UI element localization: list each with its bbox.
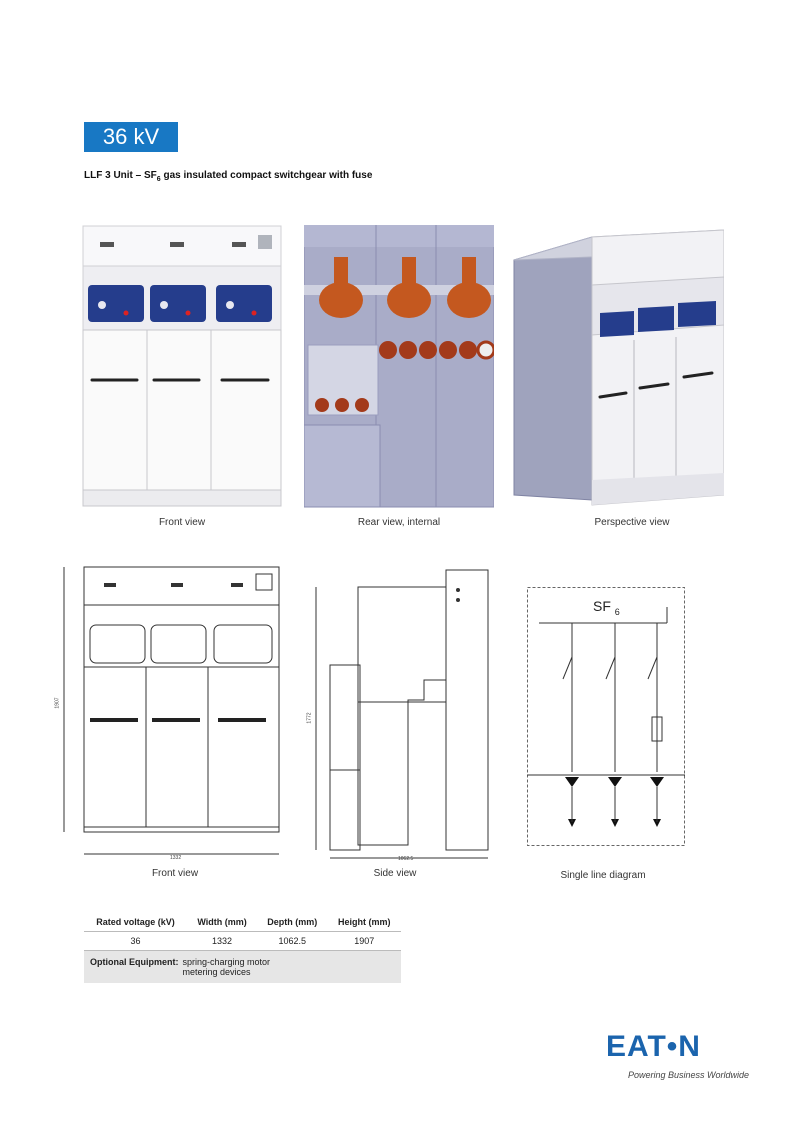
brand-tagline: Powering Business Worldwide <box>628 1070 750 1080</box>
header-depth: Depth (mm) <box>267 917 318 927</box>
caption-perspective-view: Perspective view <box>594 517 670 528</box>
cell-height: 1907 <box>328 932 401 951</box>
header-height: Height (mm) <box>338 917 391 927</box>
perspective-view-render <box>512 225 724 510</box>
front-width-dim: 1332 <box>170 855 182 861</box>
optional-item: metering devices <box>182 967 251 977</box>
rear-view-render <box>304 225 494 510</box>
optional-equipment-label: Optional Equipment: <box>90 957 179 967</box>
optional-equipment <box>84 950 401 983</box>
sf6-label <box>593 598 620 617</box>
spec-table-block <box>84 913 401 983</box>
caption-front-view-top: Front view <box>158 517 206 528</box>
subtitle-post: gas insulated compact switchgear with fuse <box>160 170 373 181</box>
cell-depth: 1062.5 <box>257 932 328 951</box>
table-row <box>84 932 401 951</box>
caption-front-view-bottom: Front view <box>151 868 199 879</box>
optional-item: spring-charging motor <box>182 957 271 967</box>
caption-single-line-diagram: Single line diagram <box>560 870 646 881</box>
front-view-drawing <box>56 562 286 867</box>
caption-side-view: Side view <box>373 868 417 879</box>
side-depth-dim: 1062.5 <box>398 856 414 862</box>
caption-rear-view: Rear view, internal <box>357 517 441 528</box>
front-height-dim: 1907 <box>54 697 61 709</box>
sf6-sub: 6 <box>614 606 620 617</box>
front-view-render <box>82 225 282 510</box>
eaton-logo: EAT•N <box>606 1030 701 1063</box>
subtitle-sub: 6 <box>156 176 161 183</box>
header-rated-voltage: Rated voltage (kV) <box>96 917 175 927</box>
cell-rated-voltage: 36 <box>84 932 187 951</box>
side-view-drawing <box>306 565 496 865</box>
single-line-diagram <box>527 587 685 847</box>
product-subtitle <box>84 170 372 183</box>
sf6-main: SF <box>593 598 611 614</box>
header-width: Width (mm) <box>197 917 247 927</box>
voltage-badge: 36 kV <box>84 122 178 152</box>
spec-table <box>84 913 401 950</box>
subtitle-pre: LLF 3 Unit – SF <box>84 170 157 181</box>
side-height-dim: 1772 <box>306 712 313 724</box>
cell-width: 1332 <box>187 932 257 951</box>
